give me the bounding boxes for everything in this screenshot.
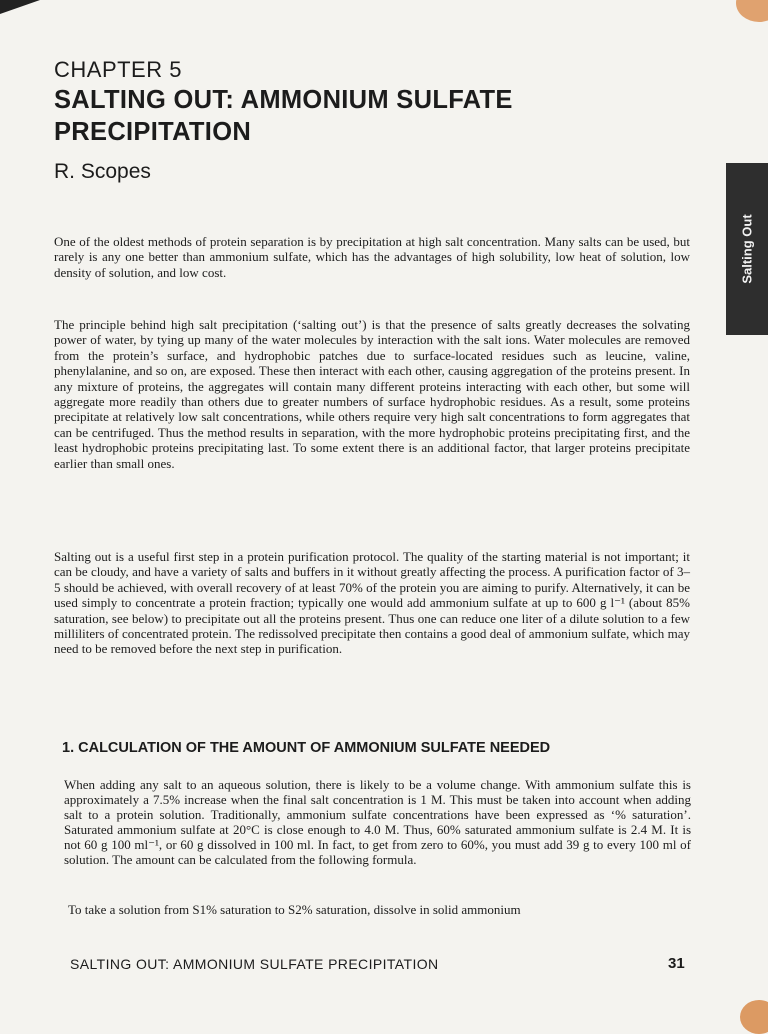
body-paragraph-2: The principle behind high salt precipitation (‘salting out’) is that the presence of salts greatly decreases the solvating power of water, by tying up many of the water molecules by interaction with the salt ions. Water molecules are removed from the protein’s surface, and hydrophobic patches due to surface-located residues such as leucine, valine, phenylalanine, and so on, are exposed. These then interact with each other, causing aggregation of the proteins present. In any mixture of proteins, the aggregates will contain many different proteins interacting with each other, but some will aggregate more readily than others due to greater numbers of surface hydrophobic residues. As a result, some proteins precipitate at relatively low salt concentrations, while others require very high salt concentrations to form aggregates that can be centrifuged. Thus the method results in separation, with the more hydrophobic proteins precipitating first, and the least hydrophobic proteins precipitating last. To some extent there is an additional factor, that larger proteins precipitate earlier than small ones. — [54, 317, 690, 471]
section-paragraph: When adding any salt to an aqueous solution, there is likely to be a volume change. With ammonium sulfate this is approximately a 7.5% increase when the final salt concentration is 1 M. This must be taken into account when adding salt to a protein solution. Traditionally, ammonium sulfate concentrations have been expressed as ‘% saturation’. Saturated ammonium sulfate at 20°C is close enough to 4.0 M. Thus, 60% saturated ammonium sulfate is 2.4 M. It is not 60 g 100 ml⁻¹, or 60 g dissolved in 100 ml. In fact, to get from zero to 60%, you must add 39 g to every 100 ml of solution. The amount can be calculated from the following formula. — [64, 777, 691, 867]
chapter-label: CHAPTER 5 — [54, 57, 182, 82]
finger-top-right — [736, 0, 768, 22]
final-line: To take a solution from S1% saturation to S2% saturation, dissolve in solid ammonium — [68, 902, 521, 917]
side-tab — [726, 163, 768, 335]
page-number: 31 — [668, 955, 685, 972]
page-corner-shadow — [0, 0, 40, 14]
body-paragraph-1: One of the oldest methods of protein separation is by precipitation at high salt concentration. Many salts can be used, but rarely is any one better than ammonium sulfate, which has the advantages of high solubility, low heat of solution, low density of solution, and low cost. — [54, 234, 690, 280]
finger-bottom-right — [740, 1000, 768, 1034]
section-heading: 1. CALCULATION OF THE AMOUNT OF AMMONIUM SULFATE NEEDED — [62, 740, 551, 756]
author-name: R. Scopes — [54, 160, 151, 183]
chapter-title: SALTING OUT: AMMONIUM SULFATE PRECIPITATION — [54, 86, 513, 146]
body-paragraph-3: Salting out is a useful first step in a protein purification protocol. The quality of the starting material is not important; it can be cloudy, and have a variety of salts and buffers in it without greatly affecting the process. A purification factor of 3–5 should be achieved, with overall recovery of at least 70% of the protein you are aiming to purify. Alternatively, it can be used simply to concentrate a protein fraction; typically one would add ammonium sulfate at up to 600 g l⁻¹ (about 85% saturation, see below) to precipitate out all the proteins present. Thus one can reduce one liter of a dilute solution to a few milliliters of concentrated protein. The redissolved precipitate then contains a good deal of ammonium sulfate, which may need to be removed before the next step in purification. — [54, 549, 690, 657]
side-tab-label: Salting Out — [739, 214, 755, 284]
running-footer-title: SALTING OUT: AMMONIUM SULFATE PRECIPITATION — [70, 956, 439, 972]
